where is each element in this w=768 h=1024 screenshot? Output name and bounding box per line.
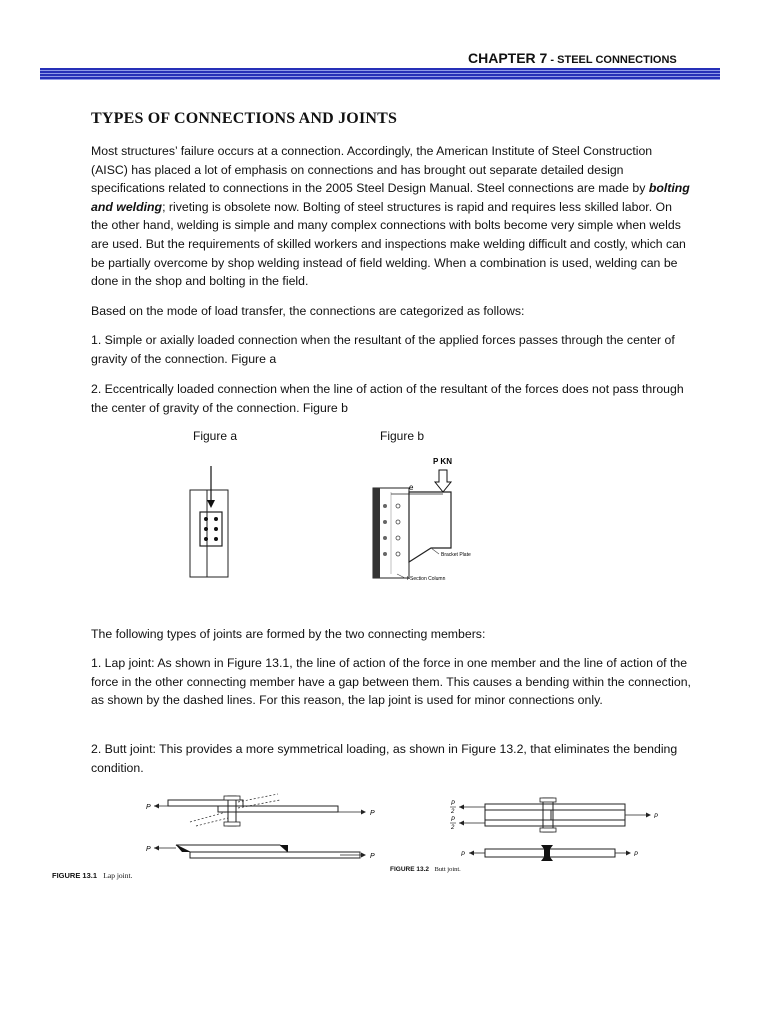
arrow-head — [626, 851, 631, 856]
header-rule — [40, 68, 720, 80]
bending-line — [196, 818, 228, 826]
bolt-head — [224, 796, 240, 800]
bracket-label: Bracket Plate — [441, 552, 471, 558]
force-label-left: P — [461, 852, 466, 858]
force-label-left: P — [146, 846, 151, 853]
bolt — [204, 537, 208, 541]
force-label-right: P — [634, 852, 639, 858]
intro-text-1: Most structures’ failure occurs at a connection. Accordingly, the American Institute of Steel Construction (AISC) has placed a lot of emphasis on connections and has brought out separate detailed design specifications related to connections in the 2005 Steel Design Manual. Steel connections are made by — [91, 144, 653, 196]
item-eccentric-connection: 2. Eccentrically loaded connection when the line of action of the resultant of the forces does not pass through the center of gravity of the connection. Figure b — [91, 382, 684, 415]
arrow-head — [459, 805, 464, 810]
bolt — [214, 527, 218, 531]
butt-weld — [541, 845, 553, 861]
intro-paragraph — [91, 142, 691, 291]
arrow-head — [469, 851, 474, 856]
column-label: I-Section Column — [407, 576, 446, 582]
load-label: P KN — [433, 457, 452, 466]
butt-joint-paragraph: 2. Butt joint: This provides a more symmetrical loading, as shown in Figure 13.2, that eliminates the bending condition. — [91, 742, 678, 775]
plate-top-bent — [176, 845, 288, 852]
eccentricity-label: e — [409, 483, 414, 492]
half-force-den: 2 — [451, 809, 455, 815]
bolt — [204, 517, 208, 521]
bolt-nut — [224, 822, 240, 826]
bracket-leader — [431, 548, 439, 554]
figure-13-2-butt-joint — [445, 792, 665, 867]
splice-plate-bottom — [485, 820, 625, 826]
chapter-header — [468, 50, 677, 66]
load-arrow — [435, 470, 451, 492]
figure-13-2-caption — [390, 866, 461, 873]
caption-number: FIGURE 13.2 — [390, 866, 430, 873]
bending-line — [190, 812, 226, 822]
arrow-head — [361, 853, 366, 858]
arrow-head — [207, 500, 215, 508]
force-label-left: P — [146, 804, 151, 811]
main-plate-left — [485, 810, 551, 820]
chapter-number: CHAPTER 7 — [468, 50, 548, 66]
bolt — [396, 504, 400, 508]
bolt — [383, 504, 387, 508]
splice-plate-top — [485, 804, 625, 810]
bolt-group — [200, 512, 222, 546]
bending-line — [238, 800, 280, 808]
chapter-subtitle: STEEL CONNECTIONS — [557, 54, 677, 66]
arrow-head — [154, 846, 159, 851]
intro-emphasis: bolting and welding — [91, 181, 690, 214]
figure-a-label: Figure a — [193, 429, 238, 443]
bolt — [383, 552, 387, 556]
intro-text-2: ; riveting is obsolete now. Bolting of steel structures is rapid and requires less skilled labor. On the other hand, welding is simple and many complex connections with bolts become very simple when welds are used. But the requirements of skilled workers and inspections make welding difficult and costly, which can be partially overcome by shop welding instead of field welding. When a combination is used, welding can be done in the shop and bolting in the field. — [91, 199, 686, 289]
caption-number: FIGURE 13.1 — [52, 871, 98, 880]
bending-line — [238, 794, 278, 802]
force-label-right: P — [370, 853, 375, 860]
categorized-paragraph: Based on the mode of load transfer, the connections are categorized as follows: — [91, 304, 525, 318]
bolt — [383, 520, 387, 524]
header-separator: - — [547, 54, 558, 66]
main-plate-right — [551, 810, 625, 820]
bolt — [396, 552, 400, 556]
caption-text: Butt joint. — [434, 866, 461, 873]
bolt — [396, 536, 400, 540]
figure-b-diagram — [365, 452, 515, 584]
arrow-head — [361, 810, 366, 815]
bolt — [396, 520, 400, 524]
bolt-nut — [540, 828, 556, 832]
bolt-head — [540, 798, 556, 802]
column-flange — [373, 488, 380, 578]
figure-a-diagram — [186, 462, 246, 582]
half-force-num: P — [451, 801, 456, 807]
bolt — [214, 537, 218, 541]
lap-joint-paragraph: 1. Lap joint: As shown in Figure 13.1, the line of action of the force in one member and the line of action of the force in the other connecting member have a gap between them. This causes a bending within the connection, as shown by the dashed lines. For this reason, the lap joint is used for minor connections only. — [91, 656, 691, 708]
plate-bottom-bent — [190, 852, 360, 858]
plate-top — [168, 800, 243, 806]
item-simple-connection: 1. Simple or axially loaded connection when the resultant of the applied forces passes through the center of gravity of the connection. Figure a — [91, 333, 675, 366]
half-force-den: 2 — [451, 825, 455, 831]
figure-b-label: Figure b — [380, 429, 425, 443]
column-leader — [397, 574, 405, 578]
bolt — [383, 536, 387, 540]
half-force-num: P — [451, 817, 456, 823]
section-title: TYPES OF CONNECTIONS AND JOINTS — [91, 110, 398, 127]
bolt — [214, 517, 218, 521]
arrow-head — [646, 813, 651, 818]
force-label-right: P — [654, 814, 659, 820]
caption-text: Lap joint. — [103, 871, 133, 880]
figure-13-1-caption — [52, 871, 132, 880]
joints-intro-paragraph: The following types of joints are formed by the two connecting members: — [91, 627, 486, 641]
arrow-head — [459, 821, 464, 826]
bolt — [204, 527, 208, 531]
figure-13-1-lap-joint — [140, 792, 385, 867]
force-label-right: P — [370, 810, 375, 817]
arrow-head — [154, 804, 159, 809]
